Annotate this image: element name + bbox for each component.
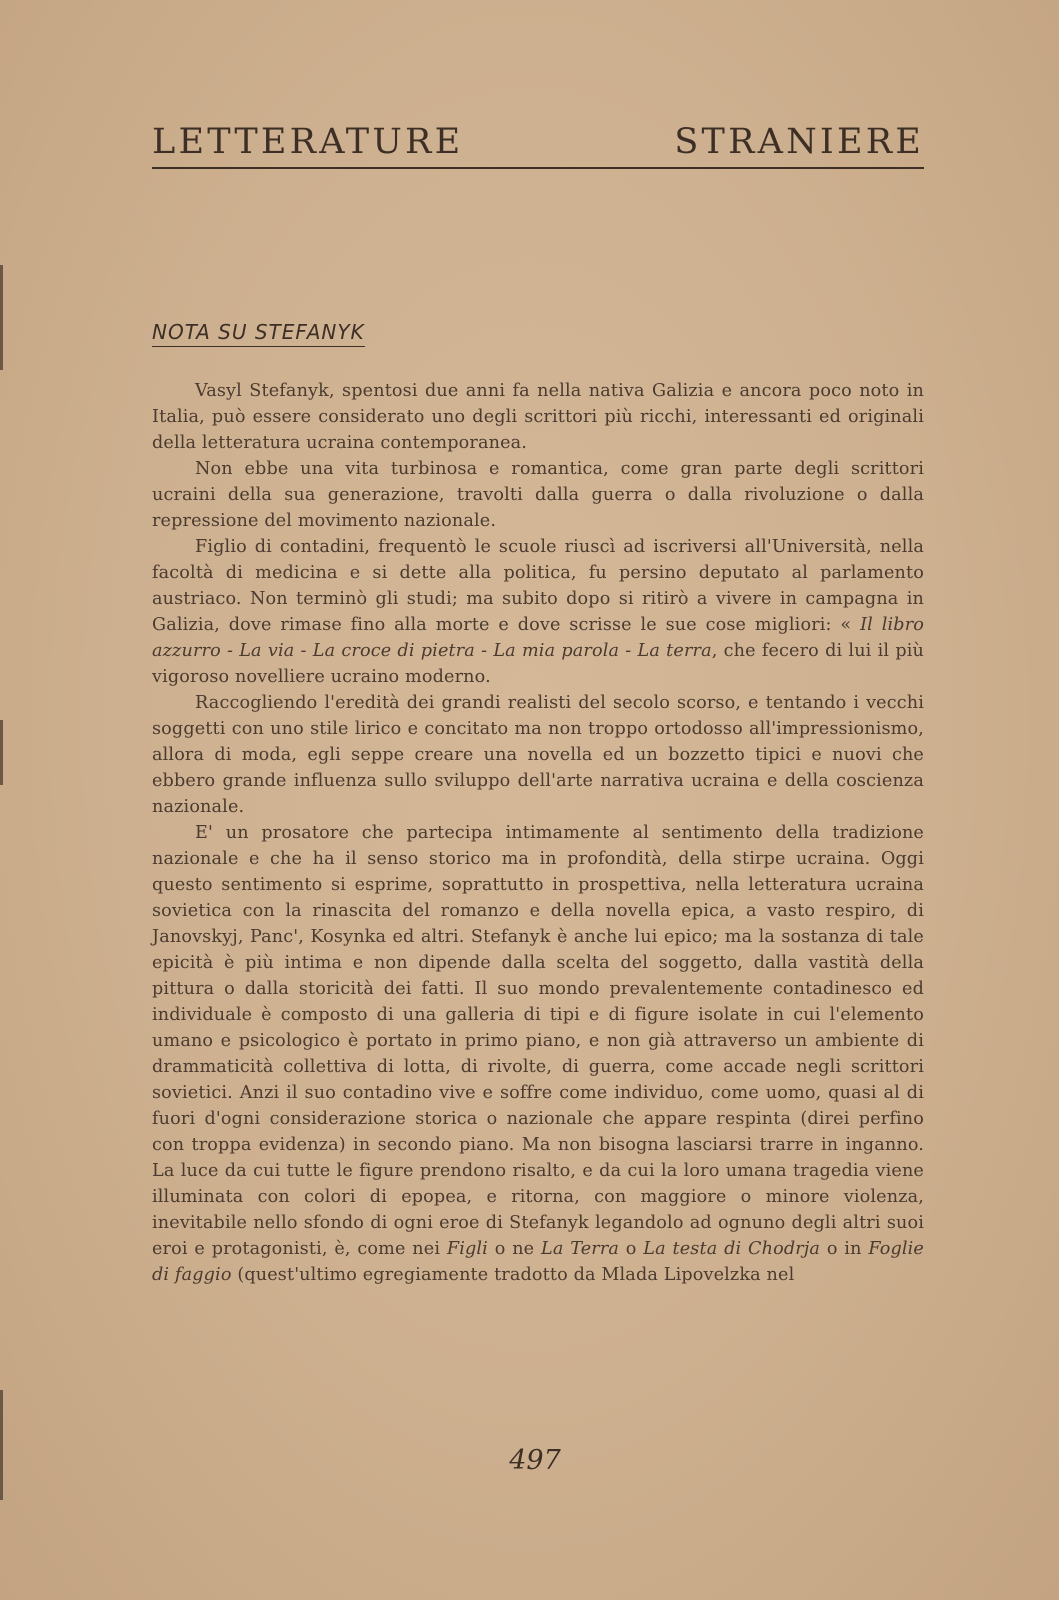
italic-title: Foglie di faggio [152, 1239, 924, 1285]
italic-title: Figli [446, 1239, 488, 1259]
italic-title: La testa di Chodrja [643, 1239, 821, 1259]
text-run: (quest'ultimo egregiamente tradotto da Mlada Lipovelzka nel [231, 1265, 795, 1285]
text-run: o ne [487, 1239, 541, 1259]
section-title: NOTA SU STEFANYK [152, 319, 365, 347]
header-rule [152, 167, 924, 169]
text-run: Non ebbe una vita turbinosa e romantica, come gran parte degli scrittori ucraini della sua generazione, travolti dalla guerra o dalla rivoluzione o dalla repressione del movimento nazionale. [152, 459, 924, 531]
header-title [152, 118, 924, 166]
paragraph [152, 378, 924, 456]
text-run: , che fecero di lui il più vigoroso novelliere ucraino moderno. [152, 641, 924, 687]
paragraph [152, 690, 924, 820]
text-run: Vasyl Stefanyk, spentosi due anni fa nella nativa Galizia e ancora poco noto in Italia, può essere considerato uno degli scrittori più ricchi, interessanti ed originali della letteratura ucraina contemporanea. [152, 381, 924, 453]
paragraph [152, 820, 924, 1288]
text-run: o in [820, 1239, 869, 1259]
text-run: Raccogliendo l'eredità dei grandi realisti del secolo scorso, e tentando i vecchi soggetti con uno stile lirico e concitato ma non troppo ortodosso all'impressionismo, allora di moda, egli seppe creare una novella ed un bozzetto tipici e nuovi che ebbero grande influenza sullo sviluppo dell'arte narrativa ucraina e della coscienza nazionale. [152, 693, 924, 817]
text-run: Figlio di contadini, frequentò le scuole riuscì ad iscriversi all'Università, nella facoltà di medicina e si dette alla politica, fu persino deputato al parlamento austriaco. Non terminò gli studi; ma subito dopo si ritirò a vivere in campagna in Galizia, dove rimase fino alla morte e dove scrisse le sue cose migliori: « [152, 537, 924, 635]
article-body [152, 378, 924, 1288]
header-left-word: LETTERATURE [152, 122, 464, 162]
paragraph [152, 534, 924, 690]
text-run: o [619, 1239, 644, 1259]
page-number: 497 [509, 1445, 561, 1476]
italic-title: Il libro azzurro - La via - La croce di pietra - La mia parola - La terra [152, 615, 924, 661]
text-run: E' un prosatore che partecipa intimamente al sentimento della tradizione nazionale e che ha il senso storico ma in profondità, della stirpe ucraina. Oggi questo sentimento si esprime, soprattutto in prospettiva, nella letteratura ucraina sovietica con la rinascita del romanzo e della novella epica, a vasto respiro, di Janovskyj, Panc', Kosynka ed altri. Stefanyk è anche lui epico; ma la sostanza di tale epicità è più intima e non dipende dalla scelta del soggetto, dalla vastità della pittura o dalla storicità dei fatti. Il suo mondo prevalentemente contadinesco ed individuale è composto di una galleria di tipi e di figure isolate in cui l'elemento umano e psicologico è portato in primo piano, e non già attraverso un ambiente di drammaticità collettiva di lotta, di rivolte, di guerra, come accade negli scrittori sovietici. Anzi il suo contadino vive e soffre come individuo, come uomo, quasi al di fuori d'ogni considerazione storica o nazionale che appare respinta (direi perfino con troppa evidenza) in secondo piano. Ma non bisogna lasciarsi trarre in inganno. La luce da cui tutte le figure prendono risalto, e da cui la loro umana tragedia viene illuminata con colori di epopea, e ritorna, con maggiore o minore violenza, inevitabile nello sfondo di ogni eroe di Stefanyk legandolo ad ognuno degli altri suoi eroi e protagonisti, è, come nei [152, 823, 924, 1259]
italic-title: La Terra [541, 1239, 620, 1259]
running-header [152, 118, 924, 169]
paragraph [152, 456, 924, 534]
header-right-word: STRANIERE [674, 122, 924, 162]
binding-edge-mark [0, 720, 3, 785]
binding-edge-mark [0, 265, 3, 370]
